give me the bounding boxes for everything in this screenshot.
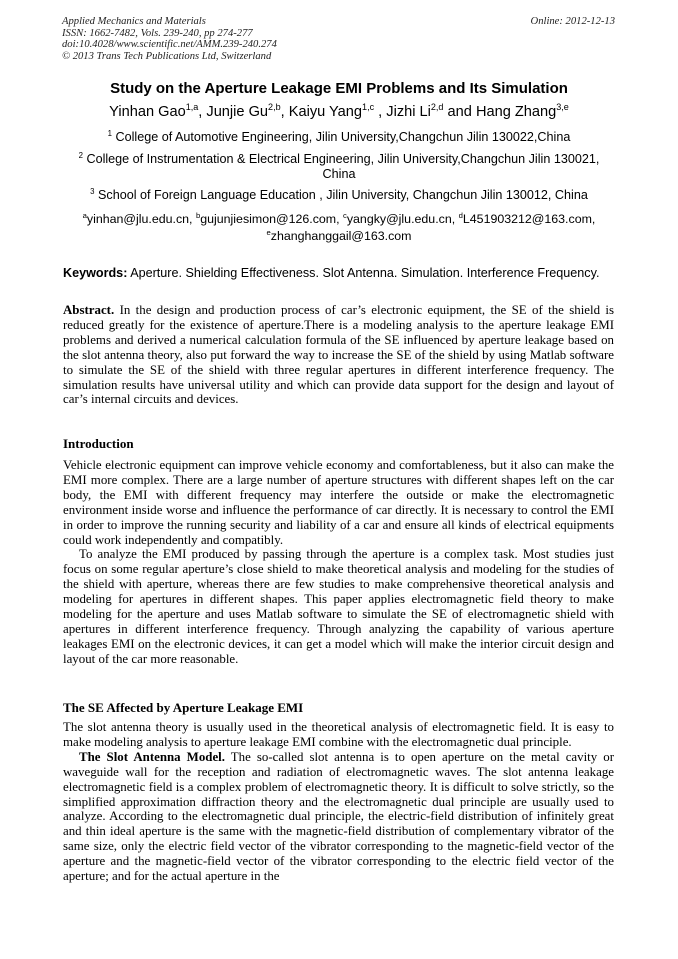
author: Jizhi Li$^{2,d}$ and: [386, 102, 476, 120]
introduction-body: [63, 458, 614, 667]
journal-name: Applied Mechanics and Materials: [62, 16, 206, 27]
se-body: [63, 720, 614, 884]
email-link[interactable]: zhanghanggail@163.com: [270, 229, 412, 243]
doi-line: doi:10.4028/www.scientific.net/AMM.239-240.274: [62, 39, 277, 51]
author-list: [20, 104, 658, 120]
keywords-text: Aperture. Shielding Effectiveness. Slot Antenna. Simulation. Interference Frequency.: [127, 266, 600, 280]
abstract-label: Abstract.: [63, 303, 115, 317]
abstract: [63, 303, 614, 407]
affiliation-3: $^3$ School of Foreign Language Education , Jilin University, Changchun Jilin 130012, China: [90, 186, 588, 202]
section-heading-introduction: Introduction: [63, 436, 134, 451]
keywords-label: Keywords:: [63, 266, 128, 280]
copyright-line: © 2013 Trans Tech Publications Ltd, Switzerland: [62, 50, 272, 62]
section-heading-se: The SE Affected by Aperture Leakage EMI: [63, 700, 304, 715]
online-date: Online: 2012-12-13: [530, 16, 615, 27]
journal-header: [62, 16, 277, 62]
issn-line: ISSN: 1662-7482, Vols. 239-240, pp 274-277: [62, 27, 253, 39]
abstract-text: In the design and production process of car’s electronic equipment, the SE of the shield is reduced greatly for the existence of aperture.There is a modeling analysis to the aperture leakage EMI problems and derived a numerical calculation formula of the SE influenced by aperture leakage based on the slot antenna theory, also put forward the way to increase the SE of the shield by using Matlab software to simulate the SE of the shield with three regular apertures in different interference frequency. The simulation results have universal utility and which can provide data support for the design and layout of car’s internal circuits and devices.: [63, 303, 614, 407]
paragraph: Vehicle electronic equipment can improve vehicle economy and comfortableness, but it also can make the EMI more complex. There are a large number of aperture structures with different shapes left on the car body, the EMI with different frequency may interfere the outside or make the electromagnetic environment inside worse and influence the performance of car directly. It is necessary to control the EMI in order to improve the running security and liability of a car and ensure all kinds of electrical equipments could work independently and compatibly.: [63, 458, 614, 547]
author: Yinhan Gao$^{1,a}$,: [109, 102, 207, 120]
email-link[interactable]: yangky@jlu.edu.cn,: [346, 212, 459, 226]
email-link[interactable]: yinhan@jlu.edu.cn,: [86, 212, 196, 226]
keywords: [63, 266, 615, 280]
author: Hang Zhang$^{3,e}$: [475, 102, 569, 120]
affiliation-2: $^2$ College of Instrumentation & Electrical Engineering, Jilin University,Changchun Jilin 130021, China: [78, 150, 600, 181]
email-link[interactable]: gujunjiesimon@126.com,: [200, 212, 343, 226]
paragraph: To analyze the EMI produced by passing through the aperture is a complex task. Most studies just focus on some regular aperture’s close shield to make theoretical analysis and modeling for the studies of the shield with aperture, whereas there are few studies to make comprehensive theoretical analysis and modeling for apertures in different shapes. This paper applies electromagnetic field theory to make modeling for the aperture and uses Matlab software to simulate the SE of electromagnetic shield with apertures in different interference frequency. Through analyzing the capability of various aperture leakages EMI on the electronic devices, it can get a model which will make the interior circuit design and layout of the car more reasonable.: [63, 547, 614, 666]
paper-title: Study on the Aperture Leakage EMI Problems and Its Simulation: [110, 80, 568, 97]
email-link[interactable]: L451903212@163.com,: [462, 212, 596, 226]
author: Kaiyu Yang$^{1,c}$ ,: [288, 102, 387, 120]
subsection-label: The Slot Antenna Model.: [79, 749, 225, 764]
paragraph: The slot antenna theory is usually used in the theoretical analysis of electromagnetic field. It is easy to make modeling analysis to aperture leakage EMI combine with the electromagnetic dual principle.: [63, 720, 614, 749]
paragraph: The Slot Antenna Model. The so-called slot antenna is to open aperture on the metal cavity or waveguide wall for the reception and radiation of electromagnetic waves. The slot antenna leakage electromagnetic field is a complex problem of electromagnetic theory. It is difficult to solve strictly, so the simplified approximation diffraction theory and the electromagnetic dual principle are usually used to analyze. According to the electromagnetic dual principle, the electric-field distribution of infinitely great and thin ideal aperture is the same with the magnetic-field distribution of complementary vibrator of the same size, only the electric field vector of the vibrator corresponding to the magnetic-field vector of the aperture and the magnetic-field vector of the vibrator corresponding to the electric field vector of the aperture; and for the actual aperture in the: [63, 749, 614, 884]
email-list: $^a$yinhan@jlu.edu.cn, $^b$gujunjiesimon@126.com, $^c$yangky@jlu.edu.cn, $^d$L451903212@163.com, $^e$zhanghanggail@163.com: [82, 210, 596, 243]
author: Junjie Gu$^{2,b}$,: [206, 102, 289, 120]
affiliation-1: $^1$ College of Automotive Engineering, Jilin University,Changchun Jilin 130022,China: [107, 128, 571, 144]
